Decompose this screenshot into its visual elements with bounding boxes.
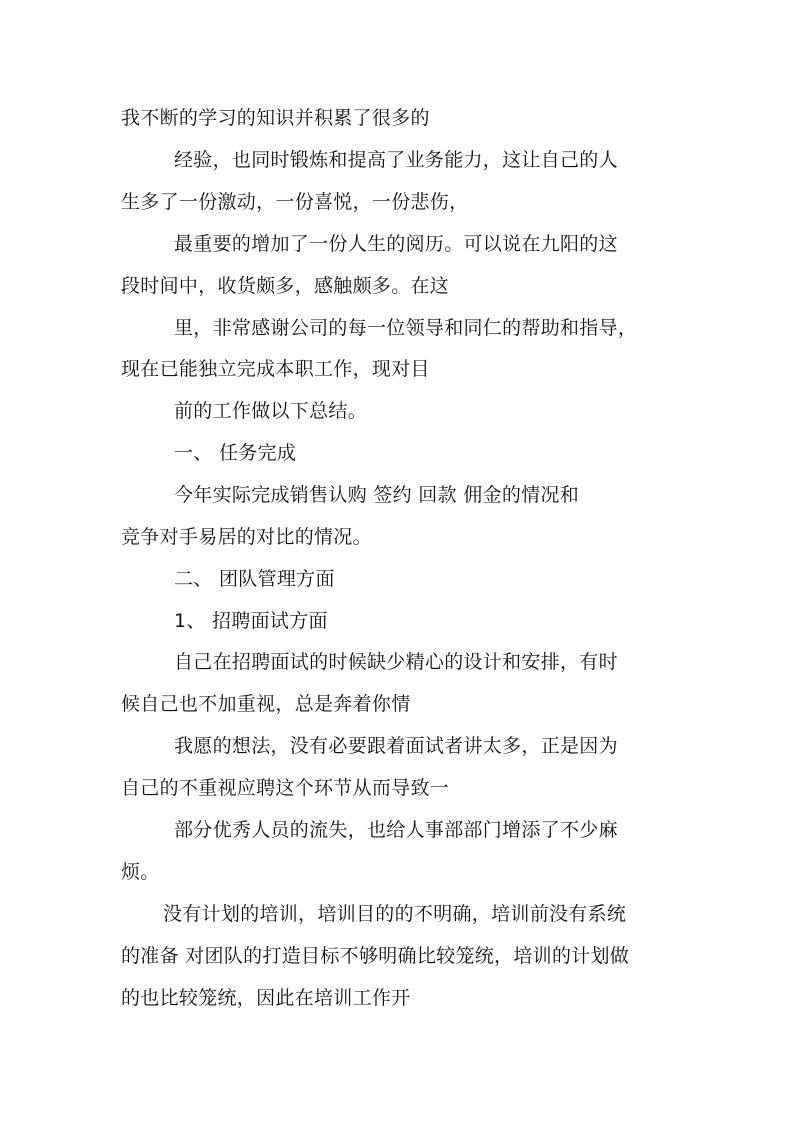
text-line: 的准备 对团队的打造目标不够明确比较笼统，培训的计划做 [121,945,630,967]
text-line: 候自己也不加重视，总是奔着你情 [121,693,411,715]
text-line: 里，非常感谢公司的每一位领导和同仁的帮助和指导， [174,317,638,339]
text-line: 烦。 [121,861,160,883]
text-line: 生多了一份激动，一份喜悦，一份悲伤， [121,191,469,213]
text-line: 段时间中，收货颇多，感触颇多。在这 [121,275,450,297]
section-heading: 二、 团队管理方面 [174,568,335,590]
text-line: 自己在招聘面试的时候缺少精心的设计和安排，有时 [174,651,618,673]
text-line: 经验，也同时锻炼和提高了业务能力，这让自己的人 [174,149,618,171]
text-line: 最重要的增加了一份人生的阅历。可以说在九阳的这 [174,233,618,255]
text-line: 现在已能独立完成本职工作，现对目 [121,358,430,380]
subsection-heading: 1、 招聘面试方面 [174,610,328,632]
text-line: 我愿的想法，没有必要跟着面试者讲太多，正是因为 [174,735,618,757]
text-line: 我不断的学习的知识并积累了很多的 [121,107,430,129]
text-line: 部分优秀人员的流失，也给人事部部门增添了不少麻 [174,819,618,841]
text-line: 前的工作做以下总结。 [174,400,368,422]
text-line: 的也比较笼统，因此在培训工作开 [121,987,411,1009]
section-heading: 一、 任务完成 [174,442,297,464]
text-line: 今年实际完成销售认购 签约 回款 佣金的情况和 [174,484,580,506]
text-line: 竞争对手易居的对比的情况。 [121,526,372,548]
text-line: 自己的不重视应聘这个环节从而导致一 [121,777,450,799]
text-line: 没有计划的培训，培训目的的不明确，培训前没有系统 [163,903,627,925]
